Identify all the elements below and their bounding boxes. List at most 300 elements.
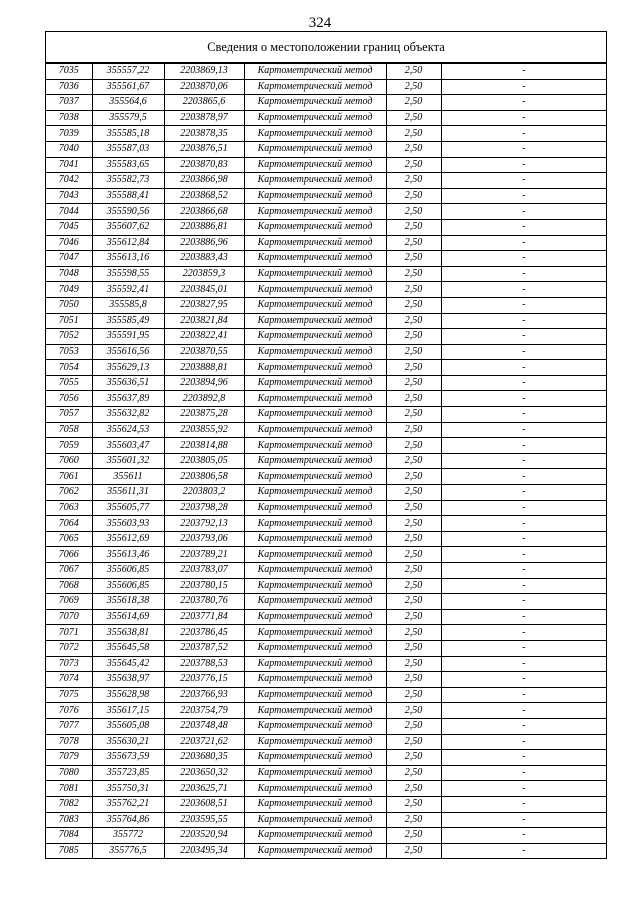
table-row <box>46 469 606 485</box>
table-row <box>46 204 606 220</box>
x-coordinate-cell: 355579,5 <box>92 110 164 126</box>
method-cell: Картометрический метод <box>244 157 386 173</box>
table-row <box>46 95 606 111</box>
x-coordinate-cell: 355776,5 <box>92 843 164 859</box>
y-coordinate-cell: 2203792,13 <box>164 516 244 532</box>
x-coordinate-cell: 355564,6 <box>92 95 164 111</box>
x-coordinate-cell: 355645,42 <box>92 656 164 672</box>
point-number-cell: 7075 <box>46 687 92 703</box>
y-coordinate-cell: 2203776,15 <box>164 672 244 688</box>
point-number-cell: 7071 <box>46 625 92 641</box>
method-cell: Картометрический метод <box>244 64 386 80</box>
precision-cell: 2,50 <box>386 344 441 360</box>
table-row <box>46 329 606 345</box>
table-row <box>46 126 606 142</box>
description-cell: - <box>441 531 606 547</box>
method-cell: Картометрический метод <box>244 438 386 454</box>
x-coordinate-cell: 355628,98 <box>92 687 164 703</box>
description-cell: - <box>441 796 606 812</box>
description-cell: - <box>441 95 606 111</box>
x-coordinate-cell: 355618,38 <box>92 594 164 610</box>
x-coordinate-cell: 355617,15 <box>92 703 164 719</box>
precision-cell: 2,50 <box>386 282 441 298</box>
y-coordinate-cell: 2203870,55 <box>164 344 244 360</box>
y-coordinate-cell: 2203814,88 <box>164 438 244 454</box>
table-row <box>46 563 606 579</box>
x-coordinate-cell: 355762,21 <box>92 796 164 812</box>
method-cell: Картометрический метод <box>244 266 386 282</box>
y-coordinate-cell: 2203888,81 <box>164 360 244 376</box>
precision-cell: 2,50 <box>386 718 441 734</box>
method-cell: Картометрический метод <box>244 750 386 766</box>
table-row <box>46 578 606 594</box>
point-number-cell: 7070 <box>46 609 92 625</box>
description-cell: - <box>441 173 606 189</box>
table-row <box>46 594 606 610</box>
y-coordinate-cell: 2203786,45 <box>164 625 244 641</box>
description-cell: - <box>441 750 606 766</box>
x-coordinate-cell: 355592,41 <box>92 282 164 298</box>
x-coordinate-cell: 355638,97 <box>92 672 164 688</box>
method-cell: Картометрический метод <box>244 656 386 672</box>
x-coordinate-cell: 355605,77 <box>92 500 164 516</box>
y-coordinate-cell: 2203788,53 <box>164 656 244 672</box>
point-number-cell: 7055 <box>46 375 92 391</box>
point-number-cell: 7068 <box>46 578 92 594</box>
precision-cell: 2,50 <box>386 563 441 579</box>
method-cell: Картометрический метод <box>244 282 386 298</box>
y-coordinate-cell: 2203869,13 <box>164 64 244 80</box>
x-coordinate-cell: 355632,82 <box>92 407 164 423</box>
point-number-cell: 7037 <box>46 95 92 111</box>
precision-cell: 2,50 <box>386 204 441 220</box>
point-number-cell: 7077 <box>46 718 92 734</box>
method-cell: Картометрический метод <box>244 594 386 610</box>
table-row <box>46 157 606 173</box>
table-row <box>46 547 606 563</box>
y-coordinate-cell: 2203748,48 <box>164 718 244 734</box>
point-number-cell: 7058 <box>46 422 92 438</box>
precision-cell: 2,50 <box>386 235 441 251</box>
x-coordinate-cell: 355603,93 <box>92 516 164 532</box>
x-coordinate-cell: 355585,8 <box>92 297 164 313</box>
point-number-cell: 7063 <box>46 500 92 516</box>
x-coordinate-cell: 355764,86 <box>92 812 164 828</box>
method-cell: Картометрический метод <box>244 765 386 781</box>
point-number-cell: 7072 <box>46 640 92 656</box>
precision-cell: 2,50 <box>386 781 441 797</box>
x-coordinate-cell: 355605,08 <box>92 718 164 734</box>
point-number-cell: 7039 <box>46 126 92 142</box>
table-row <box>46 266 606 282</box>
precision-cell: 2,50 <box>386 313 441 329</box>
description-cell: - <box>441 64 606 80</box>
method-cell: Картометрический метод <box>244 251 386 267</box>
y-coordinate-cell: 2203803,2 <box>164 485 244 501</box>
y-coordinate-cell: 2203878,35 <box>164 126 244 142</box>
table-row <box>46 64 606 80</box>
x-coordinate-cell: 355723,85 <box>92 765 164 781</box>
description-cell: - <box>441 485 606 501</box>
method-cell: Картометрический метод <box>244 516 386 532</box>
method-cell: Картометрический метод <box>244 703 386 719</box>
method-cell: Картометрический метод <box>244 469 386 485</box>
precision-cell: 2,50 <box>386 297 441 313</box>
y-coordinate-cell: 2203892,8 <box>164 391 244 407</box>
x-coordinate-cell: 355588,41 <box>92 188 164 204</box>
precision-cell: 2,50 <box>386 407 441 423</box>
method-cell: Картометрический метод <box>244 422 386 438</box>
y-coordinate-cell: 2203827,95 <box>164 297 244 313</box>
method-cell: Картометрический метод <box>244 672 386 688</box>
point-number-cell: 7045 <box>46 219 92 235</box>
method-cell: Картометрический метод <box>244 781 386 797</box>
y-coordinate-cell: 2203495,34 <box>164 843 244 859</box>
point-number-cell: 7061 <box>46 469 92 485</box>
precision-cell: 2,50 <box>386 438 441 454</box>
x-coordinate-cell: 355583,65 <box>92 157 164 173</box>
method-cell: Картометрический метод <box>244 812 386 828</box>
method-cell: Картометрический метод <box>244 625 386 641</box>
precision-cell: 2,50 <box>386 687 441 703</box>
table-body <box>46 64 606 859</box>
description-cell: - <box>441 313 606 329</box>
table-row <box>46 79 606 95</box>
method-cell: Картометрический метод <box>244 141 386 157</box>
y-coordinate-cell: 2203798,28 <box>164 500 244 516</box>
precision-cell: 2,50 <box>386 126 441 142</box>
method-cell: Картометрический метод <box>244 297 386 313</box>
method-cell: Картометрический метод <box>244 391 386 407</box>
description-cell: - <box>441 703 606 719</box>
description-cell: - <box>441 547 606 563</box>
y-coordinate-cell: 2203875,28 <box>164 407 244 423</box>
point-number-cell: 7056 <box>46 391 92 407</box>
method-cell: Картометрический метод <box>244 485 386 501</box>
y-coordinate-cell: 2203868,52 <box>164 188 244 204</box>
point-number-cell: 7047 <box>46 251 92 267</box>
x-coordinate-cell: 355601,32 <box>92 453 164 469</box>
table-row <box>46 625 606 641</box>
precision-cell: 2,50 <box>386 812 441 828</box>
x-coordinate-cell: 355614,69 <box>92 609 164 625</box>
description-cell: - <box>441 843 606 859</box>
x-coordinate-cell: 355606,85 <box>92 563 164 579</box>
y-coordinate-cell: 2203845,01 <box>164 282 244 298</box>
description-cell: - <box>441 640 606 656</box>
description-cell: - <box>441 407 606 423</box>
y-coordinate-cell: 2203855,92 <box>164 422 244 438</box>
coordinates-table <box>46 63 606 859</box>
x-coordinate-cell: 355606,85 <box>92 578 164 594</box>
method-cell: Картометрический метод <box>244 313 386 329</box>
table-row <box>46 251 606 267</box>
table-row <box>46 781 606 797</box>
description-cell: - <box>441 469 606 485</box>
precision-cell: 2,50 <box>386 453 441 469</box>
point-number-cell: 7060 <box>46 453 92 469</box>
method-cell: Картометрический метод <box>244 500 386 516</box>
y-coordinate-cell: 2203783,07 <box>164 563 244 579</box>
x-coordinate-cell: 355603,47 <box>92 438 164 454</box>
point-number-cell: 7057 <box>46 407 92 423</box>
x-coordinate-cell: 355585,49 <box>92 313 164 329</box>
description-cell: - <box>441 422 606 438</box>
page-number: 324 <box>308 15 332 31</box>
table-row <box>46 812 606 828</box>
precision-cell: 2,50 <box>386 485 441 501</box>
precision-cell: 2,50 <box>386 110 441 126</box>
precision-cell: 2,50 <box>386 95 441 111</box>
description-cell: - <box>441 516 606 532</box>
precision-cell: 2,50 <box>386 157 441 173</box>
description-cell: - <box>441 453 606 469</box>
table-row <box>46 235 606 251</box>
point-number-cell: 7050 <box>46 297 92 313</box>
table-row <box>46 141 606 157</box>
precision-cell: 2,50 <box>386 531 441 547</box>
point-number-cell: 7079 <box>46 750 92 766</box>
precision-cell: 2,50 <box>386 79 441 95</box>
table-row <box>46 531 606 547</box>
y-coordinate-cell: 2203870,83 <box>164 157 244 173</box>
point-number-cell: 7078 <box>46 734 92 750</box>
method-cell: Картометрический метод <box>244 407 386 423</box>
description-cell: - <box>441 625 606 641</box>
y-coordinate-cell: 2203859,3 <box>164 266 244 282</box>
method-cell: Картометрический метод <box>244 95 386 111</box>
description-cell: - <box>441 563 606 579</box>
precision-cell: 2,50 <box>386 188 441 204</box>
point-number-cell: 7035 <box>46 64 92 80</box>
y-coordinate-cell: 2203821,84 <box>164 313 244 329</box>
x-coordinate-cell: 355585,18 <box>92 126 164 142</box>
description-cell: - <box>441 578 606 594</box>
description-cell: - <box>441 812 606 828</box>
method-cell: Картометрический метод <box>244 609 386 625</box>
precision-cell: 2,50 <box>386 391 441 407</box>
table-row <box>46 297 606 313</box>
description-cell: - <box>441 391 606 407</box>
x-coordinate-cell: 355616,56 <box>92 344 164 360</box>
precision-cell: 2,50 <box>386 843 441 859</box>
method-cell: Картометрический метод <box>244 687 386 703</box>
precision-cell: 2,50 <box>386 516 441 532</box>
x-coordinate-cell: 355607,62 <box>92 219 164 235</box>
y-coordinate-cell: 2203721,62 <box>164 734 244 750</box>
point-number-cell: 7048 <box>46 266 92 282</box>
method-cell: Картометрический метод <box>244 79 386 95</box>
x-coordinate-cell: 355582,73 <box>92 173 164 189</box>
x-coordinate-cell: 355561,67 <box>92 79 164 95</box>
x-coordinate-cell: 355750,31 <box>92 781 164 797</box>
method-cell: Картометрический метод <box>244 718 386 734</box>
description-cell: - <box>441 765 606 781</box>
table-row <box>46 687 606 703</box>
x-coordinate-cell: 355591,95 <box>92 329 164 345</box>
description-cell: - <box>441 110 606 126</box>
description-cell: - <box>441 734 606 750</box>
point-number-cell: 7052 <box>46 329 92 345</box>
method-cell: Картометрический метод <box>244 360 386 376</box>
table-row <box>46 703 606 719</box>
x-coordinate-cell: 355629,13 <box>92 360 164 376</box>
description-cell: - <box>441 297 606 313</box>
point-number-cell: 7044 <box>46 204 92 220</box>
point-number-cell: 7062 <box>46 485 92 501</box>
precision-cell: 2,50 <box>386 703 441 719</box>
precision-cell: 2,50 <box>386 594 441 610</box>
precision-cell: 2,50 <box>386 64 441 80</box>
point-number-cell: 7067 <box>46 563 92 579</box>
x-coordinate-cell: 355611 <box>92 469 164 485</box>
y-coordinate-cell: 2203680,35 <box>164 750 244 766</box>
point-number-cell: 7065 <box>46 531 92 547</box>
precision-cell: 2,50 <box>386 469 441 485</box>
y-coordinate-cell: 2203787,52 <box>164 640 244 656</box>
table-row <box>46 734 606 750</box>
precision-cell: 2,50 <box>386 734 441 750</box>
precision-cell: 2,50 <box>386 219 441 235</box>
x-coordinate-cell: 355645,58 <box>92 640 164 656</box>
method-cell: Картометрический метод <box>244 188 386 204</box>
x-coordinate-cell: 355638,81 <box>92 625 164 641</box>
point-number-cell: 7038 <box>46 110 92 126</box>
method-cell: Картометрический метод <box>244 204 386 220</box>
table-row <box>46 422 606 438</box>
table-row <box>46 796 606 812</box>
y-coordinate-cell: 2203886,81 <box>164 219 244 235</box>
x-coordinate-cell: 355612,69 <box>92 531 164 547</box>
table-row <box>46 313 606 329</box>
description-cell: - <box>441 188 606 204</box>
table-row <box>46 438 606 454</box>
method-cell: Картометрический метод <box>244 329 386 345</box>
table-row <box>46 516 606 532</box>
point-number-cell: 7042 <box>46 173 92 189</box>
method-cell: Картометрический метод <box>244 578 386 594</box>
y-coordinate-cell: 2203878,97 <box>164 110 244 126</box>
method-cell: Картометрический метод <box>244 110 386 126</box>
method-cell: Картометрический метод <box>244 126 386 142</box>
description-cell: - <box>441 438 606 454</box>
point-number-cell: 7083 <box>46 812 92 828</box>
y-coordinate-cell: 2203805,05 <box>164 453 244 469</box>
table-row <box>46 828 606 844</box>
description-cell: - <box>441 251 606 267</box>
point-number-cell: 7053 <box>46 344 92 360</box>
point-number-cell: 7074 <box>46 672 92 688</box>
description-cell: - <box>441 828 606 844</box>
method-cell: Картометрический метод <box>244 531 386 547</box>
x-coordinate-cell: 355598,55 <box>92 266 164 282</box>
description-cell: - <box>441 266 606 282</box>
x-coordinate-cell: 355637,89 <box>92 391 164 407</box>
boundary-table-sheet <box>45 31 607 859</box>
description-cell: - <box>441 781 606 797</box>
y-coordinate-cell: 2203650,32 <box>164 765 244 781</box>
description-cell: - <box>441 157 606 173</box>
table-row <box>46 360 606 376</box>
y-coordinate-cell: 2203771,84 <box>164 609 244 625</box>
method-cell: Картометрический метод <box>244 843 386 859</box>
table-row <box>46 453 606 469</box>
precision-cell: 2,50 <box>386 500 441 516</box>
description-cell: - <box>441 672 606 688</box>
y-coordinate-cell: 2203608,51 <box>164 796 244 812</box>
x-coordinate-cell: 355613,46 <box>92 547 164 563</box>
description-cell: - <box>441 126 606 142</box>
method-cell: Картометрический метод <box>244 453 386 469</box>
y-coordinate-cell: 2203780,76 <box>164 594 244 610</box>
precision-cell: 2,50 <box>386 828 441 844</box>
y-coordinate-cell: 2203595,55 <box>164 812 244 828</box>
x-coordinate-cell: 355673,59 <box>92 750 164 766</box>
table-row <box>46 485 606 501</box>
y-coordinate-cell: 2203806,58 <box>164 469 244 485</box>
precision-cell: 2,50 <box>386 578 441 594</box>
y-coordinate-cell: 2203789,21 <box>164 547 244 563</box>
x-coordinate-cell: 355624,53 <box>92 422 164 438</box>
y-coordinate-cell: 2203876,51 <box>164 141 244 157</box>
method-cell: Картометрический метод <box>244 734 386 750</box>
x-coordinate-cell: 355590,56 <box>92 204 164 220</box>
description-cell: - <box>441 718 606 734</box>
precision-cell: 2,50 <box>386 173 441 189</box>
point-number-cell: 7082 <box>46 796 92 812</box>
table-row <box>46 843 606 859</box>
y-coordinate-cell: 2203870,06 <box>164 79 244 95</box>
description-cell: - <box>441 594 606 610</box>
table-row <box>46 640 606 656</box>
point-number-cell: 7066 <box>46 547 92 563</box>
y-coordinate-cell: 2203866,68 <box>164 204 244 220</box>
precision-cell: 2,50 <box>386 750 441 766</box>
precision-cell: 2,50 <box>386 251 441 267</box>
point-number-cell: 7041 <box>46 157 92 173</box>
method-cell: Картометрический метод <box>244 563 386 579</box>
table-row <box>46 500 606 516</box>
point-number-cell: 7080 <box>46 765 92 781</box>
description-cell: - <box>441 79 606 95</box>
point-number-cell: 7076 <box>46 703 92 719</box>
point-number-cell: 7085 <box>46 843 92 859</box>
table-row <box>46 609 606 625</box>
description-cell: - <box>441 609 606 625</box>
precision-cell: 2,50 <box>386 360 441 376</box>
table-row <box>46 375 606 391</box>
precision-cell: 2,50 <box>386 422 441 438</box>
x-coordinate-cell: 355611,31 <box>92 485 164 501</box>
point-number-cell: 7081 <box>46 781 92 797</box>
precision-cell: 2,50 <box>386 141 441 157</box>
method-cell: Картометрический метод <box>244 796 386 812</box>
point-number-cell: 7049 <box>46 282 92 298</box>
precision-cell: 2,50 <box>386 656 441 672</box>
precision-cell: 2,50 <box>386 547 441 563</box>
y-coordinate-cell: 2203754,79 <box>164 703 244 719</box>
table-row <box>46 282 606 298</box>
point-number-cell: 7051 <box>46 313 92 329</box>
x-coordinate-cell: 355630,21 <box>92 734 164 750</box>
point-number-cell: 7059 <box>46 438 92 454</box>
y-coordinate-cell: 2203793,06 <box>164 531 244 547</box>
point-number-cell: 7084 <box>46 828 92 844</box>
point-number-cell: 7036 <box>46 79 92 95</box>
table-title: Сведения о местоположении границ объекта <box>46 32 606 63</box>
precision-cell: 2,50 <box>386 796 441 812</box>
point-number-cell: 7043 <box>46 188 92 204</box>
